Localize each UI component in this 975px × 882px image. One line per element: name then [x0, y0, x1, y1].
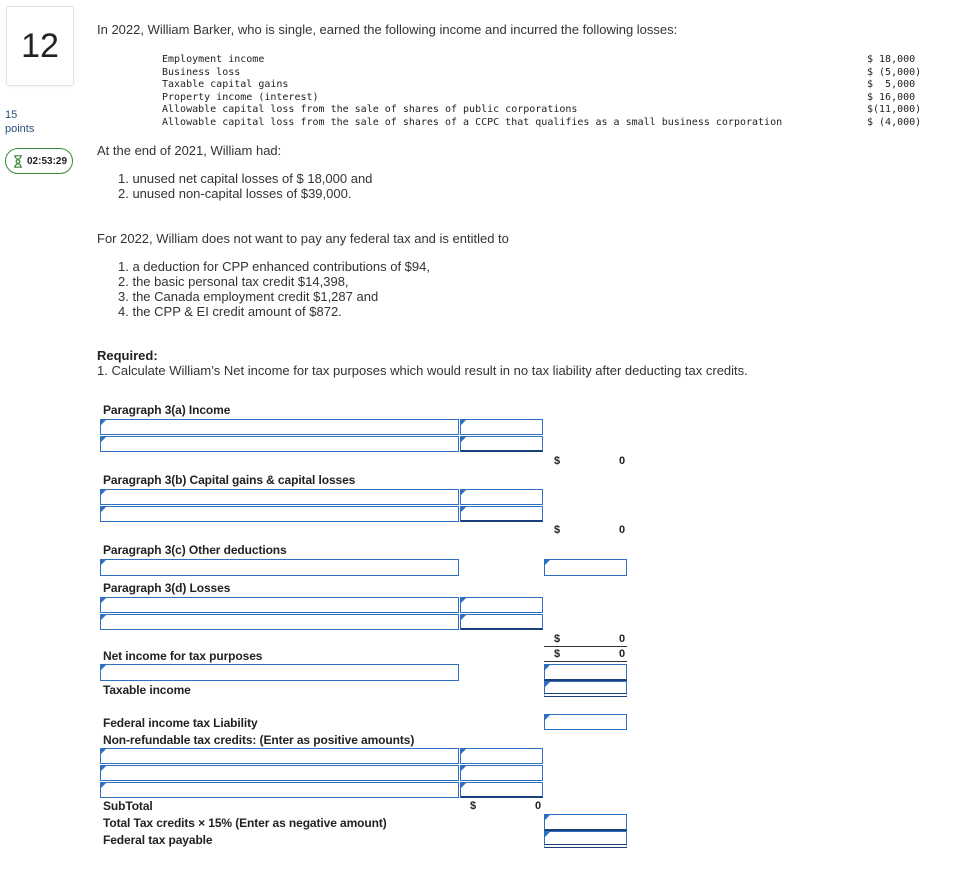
federal-tax-label: Federal income tax Liability: [103, 716, 258, 730]
timer[interactable]: [5, 148, 73, 174]
credit-amount-input-3[interactable]: [460, 782, 543, 798]
income-item-amount: $ 16,000: [867, 91, 916, 103]
income-item-label: Business loss: [162, 66, 241, 78]
para-3b-desc-input-2[interactable]: [100, 506, 459, 522]
income-item-amount: $ (4,000): [867, 116, 922, 128]
para-3a-label: Paragraph 3(a) Income: [103, 403, 231, 417]
subtotal-total: 0: [535, 800, 542, 812]
year-2022-item: 1. a deduction for CPP enhanced contributions of $94,: [118, 259, 430, 274]
income-item-label: Allowable capital loss from the sale of shares of public corporations: [162, 104, 578, 116]
para-3d-total: 0: [619, 633, 626, 645]
year-2022-heading: For 2022, William does not want to pay any federal tax and is entitled to: [97, 231, 509, 246]
points-info: [5, 108, 34, 136]
credit-desc-input-1[interactable]: [100, 748, 459, 764]
taxable-income-deduction-amount-input[interactable]: [544, 664, 627, 681]
taxable-income-input[interactable]: [544, 681, 627, 697]
para-3a-currency: $: [554, 455, 561, 467]
federal-tax-payable-input[interactable]: [544, 831, 627, 848]
credit-amount-input-1[interactable]: [460, 748, 543, 764]
para-3c-desc-input[interactable]: [100, 559, 459, 576]
para-3a-amount-input-2[interactable]: [460, 436, 543, 452]
total-credits-label: Total Tax credits × 15% (Enter as negative amount): [103, 816, 387, 830]
year-2022-item: 2. the basic personal tax credit $14,398,: [118, 274, 349, 289]
para-3c-amount-input[interactable]: [544, 559, 627, 576]
para-3d-desc-input-2[interactable]: [100, 614, 459, 630]
points-label: points: [5, 123, 35, 135]
para-3d-currency: $: [554, 633, 561, 645]
net-income-rule: [544, 661, 627, 662]
income-item-labels: [162, 54, 782, 130]
required-text: 1. Calculate William’s Net income for tax purposes which would result in no tax liability after deducting tax credits.: [97, 363, 748, 378]
income-item-label: Taxable capital gains: [162, 79, 289, 91]
problem-intro: In 2022, William Barker, who is single, earned the following income and incurred the following losses:: [97, 22, 678, 37]
credit-amount-input-2[interactable]: [460, 765, 543, 781]
para-3d-amount-input-2[interactable]: [460, 614, 543, 630]
net-income-label: Net income for tax purposes: [103, 649, 263, 663]
end-2021-item: 2. unused non-capital losses of $39,000.: [118, 186, 352, 201]
subtotal-rule: [544, 646, 627, 647]
taxable-income-label: Taxable income: [103, 683, 191, 697]
para-3b-desc-input-1[interactable]: [100, 489, 459, 505]
income-item-amount: $(11,000): [867, 104, 922, 116]
taxable-income-deduction-desc-input[interactable]: [100, 664, 459, 681]
para-3d-amount-input-1[interactable]: [460, 597, 543, 613]
end-2021-heading: At the end of 2021, William had:: [97, 143, 282, 158]
para-3c-label: Paragraph 3(c) Other deductions: [103, 543, 287, 557]
income-item-amount: $ 5,000: [867, 79, 916, 91]
income-item-label: Employment income: [162, 54, 265, 65]
subtotal-currency: $: [470, 800, 477, 812]
subtotal-label: SubTotal: [103, 799, 153, 813]
net-income-total: 0: [619, 648, 626, 660]
para-3b-currency: $: [554, 524, 561, 536]
credit-desc-input-3[interactable]: [100, 782, 459, 798]
para-3d-desc-input-1[interactable]: [100, 597, 459, 613]
year-2022-item: 4. the CPP & EI credit amount of $872.: [118, 304, 342, 319]
total-credits-input[interactable]: [544, 814, 627, 831]
points-value: 15: [5, 109, 18, 121]
end-2021-item: 1. unused net capital losses of $ 18,000 and: [118, 171, 373, 186]
credits-heading: Non-refundable tax credits: (Enter as positive amounts): [103, 733, 415, 747]
para-3a-desc-input-2[interactable]: [100, 436, 459, 452]
income-item-label: Property income (interest): [162, 91, 319, 103]
para-3d-label: Paragraph 3(d) Losses: [103, 581, 231, 595]
para-3a-desc-input-1[interactable]: [100, 419, 459, 435]
para-3b-amount-input-1[interactable]: [460, 489, 543, 505]
federal-tax-payable-label: Federal tax payable: [103, 833, 213, 847]
income-item-amounts: [867, 54, 921, 130]
income-item-amount: $ 18,000: [867, 54, 916, 65]
question-number: 12: [6, 6, 74, 86]
timer-value: 02:53:29: [27, 155, 68, 167]
income-item-amount: $ (5,000): [867, 66, 922, 78]
federal-tax-input[interactable]: [544, 714, 627, 730]
para-3b-total: 0: [619, 524, 626, 536]
income-item-label: Allowable capital loss from the sale of shares of a CCPC that qualifies as a small business corporation: [162, 116, 783, 128]
year-2022-item: 3. the Canada employment credit $1,287 and: [118, 289, 379, 304]
credit-desc-input-2[interactable]: [100, 765, 459, 781]
required-heading: Required:: [97, 348, 158, 363]
para-3b-label: Paragraph 3(b) Capital gains & capital losses: [103, 473, 356, 487]
net-income-currency: $: [554, 648, 561, 660]
para-3a-total: 0: [619, 455, 626, 467]
para-3b-amount-input-2[interactable]: [460, 506, 543, 522]
para-3a-amount-input-1[interactable]: [460, 419, 543, 435]
hourglass-icon: [13, 155, 23, 168]
